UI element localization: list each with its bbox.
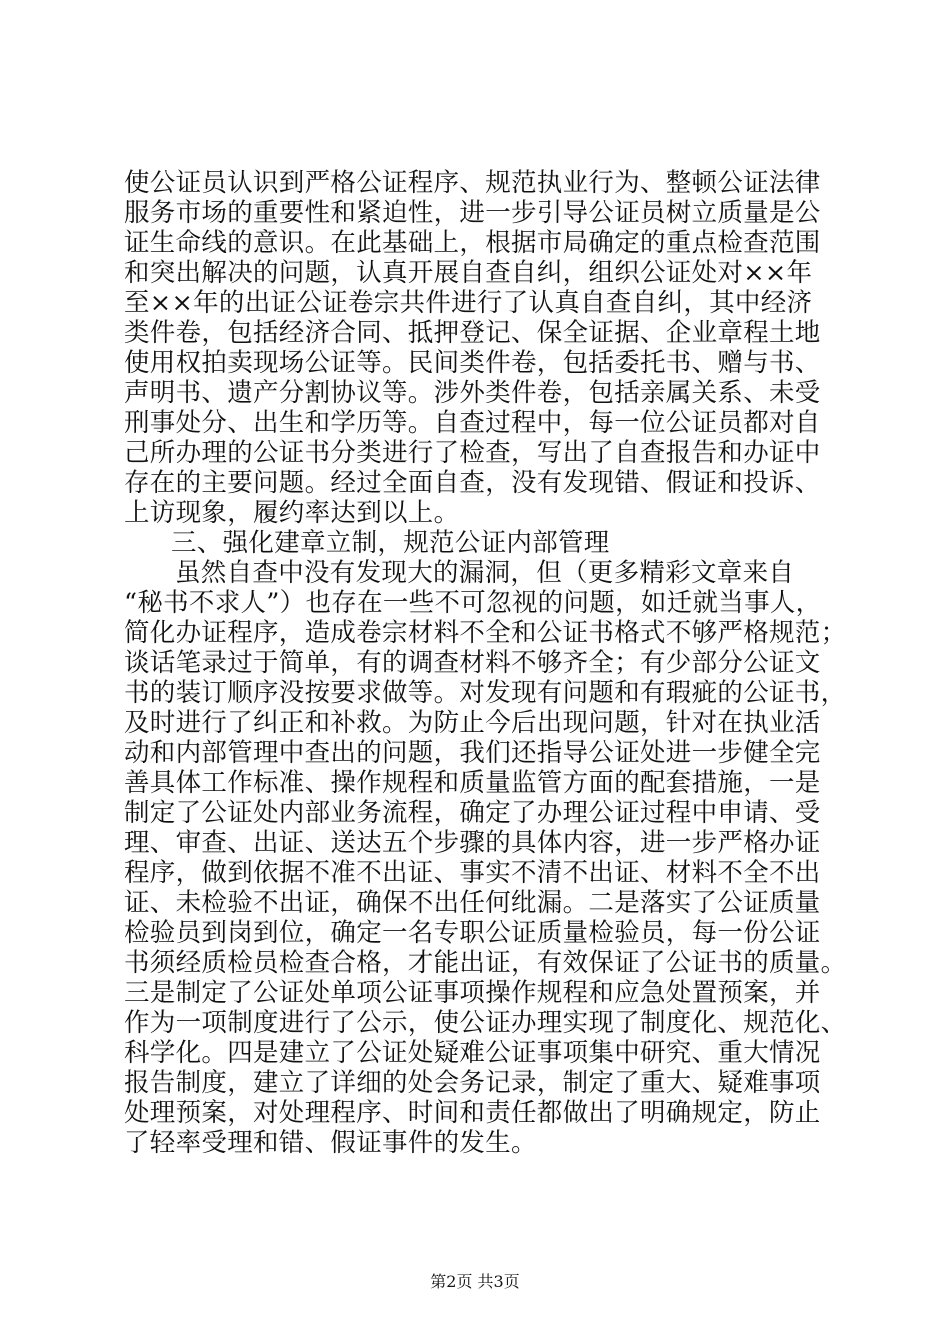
text-line: 程序，做到依据不准不出证、事实不清不出证、材料不全不出	[124, 858, 821, 888]
text-line: 刑事处分、出生和学历等。自查过程中，每一位公证员都对自	[124, 408, 821, 438]
text-line: 己所办理的公证书分类进行了检查，写出了自查报告和办证中	[124, 438, 821, 468]
text-line: 及时进行了纠正和补救。为防止今后出现问题，针对在执业活	[124, 708, 821, 738]
text-line: 上访现象，履约率达到以上。	[124, 498, 460, 528]
text-line: 谈话笔录过于简单，有的调查材料不够齐全；有少部分公证文	[124, 648, 821, 678]
text-line: 了轻率受理和错、假证事件的发生。	[124, 1128, 537, 1158]
text-line: 虽然自查中没有发现大的漏洞，但（更多精彩文章来自	[175, 558, 795, 588]
document-body	[124, 168, 847, 1158]
section-heading: 三、强化建章立制，规范公证内部管理	[171, 528, 610, 558]
text-line: 声明书、遗产分割协议等。涉外类件卷，包括亲属关系、未受	[124, 378, 821, 408]
paragraph-self-inspection	[124, 168, 838, 528]
text-line: 报告制度，建立了详细的处会务记录，制定了重大、疑难事项	[124, 1068, 821, 1098]
text-line: 检验员到岗到位，确定一名专职公证质量检验员，每一份公证	[124, 918, 821, 948]
text-line: 制定了公证处内部业务流程，确定了办理公证过程中申请、受	[124, 798, 821, 828]
text-line: 书的装订顺序没按要求做等。对发现有问题和有瑕疵的公证书，	[124, 678, 847, 708]
text-line: 类件卷，包括经济合同、抵押登记、保全证据、企业章程土地	[124, 318, 821, 348]
text-line: 善具体工作标准、操作规程和质量监管方面的配套措施，一是	[124, 768, 821, 798]
text-line: 使公证员认识到严格公证程序、规范执业行为、整顿公证法律	[124, 168, 821, 198]
text-line: 处理预案，对处理程序、时间和责任都做出了明确规定，防止	[124, 1098, 821, 1128]
text-line: 科学化。四是建立了公证处疑难公证事项集中研究、重大情况	[124, 1038, 821, 1068]
text-line: 证、未检验不出证，确保不出任何纰漏。二是落实了公证质量	[124, 888, 821, 918]
text-line: 书须经质检员检查合格，才能出证，有效保证了公证书的质量。	[124, 948, 847, 978]
page-number-footer: 第2页 共3页	[430, 1272, 520, 1291]
text-line: 使用权拍卖现场公证等。民间类件卷，包括委托书、赠与书、	[124, 348, 821, 378]
text-line: 简化办证程序，造成卷宗材料不全和公证书格式不够严格规范；	[124, 618, 847, 648]
text-line: 理、审查、出证、送达五个步骤的具体内容，进一步严格办证	[124, 828, 821, 858]
text-line: 三是制定了公证处单项公证事项操作规程和应急处置预案，并	[124, 978, 821, 1008]
text-line: “秘书不求人”）也存在一些不可忽视的问题，如迁就当事人，	[124, 588, 822, 618]
text-line: 服务市场的重要性和紧迫性，进一步引导公证员树立质量是公	[124, 198, 821, 228]
text-line: 证生命线的意识。在此基础上，根据市局确定的重点检查范围	[124, 228, 821, 258]
text-line: 至××年的出证公证卷宗共件进行了认真自查自纠，其中经济	[124, 288, 813, 318]
paragraph-internal-management	[124, 558, 847, 1158]
text-line: 作为一项制度进行了公示，使公证办理实现了制度化、规范化、	[124, 1008, 847, 1038]
text-line: 和突出解决的问题，认真开展自查自纠，组织公证处对××年	[124, 258, 813, 288]
text-line: 存在的主要问题。经过全面自查，没有发现错、假证和投诉、	[124, 468, 821, 498]
text-line: 动和内部管理中查出的问题，我们还指导公证处进一步健全完	[124, 738, 821, 768]
